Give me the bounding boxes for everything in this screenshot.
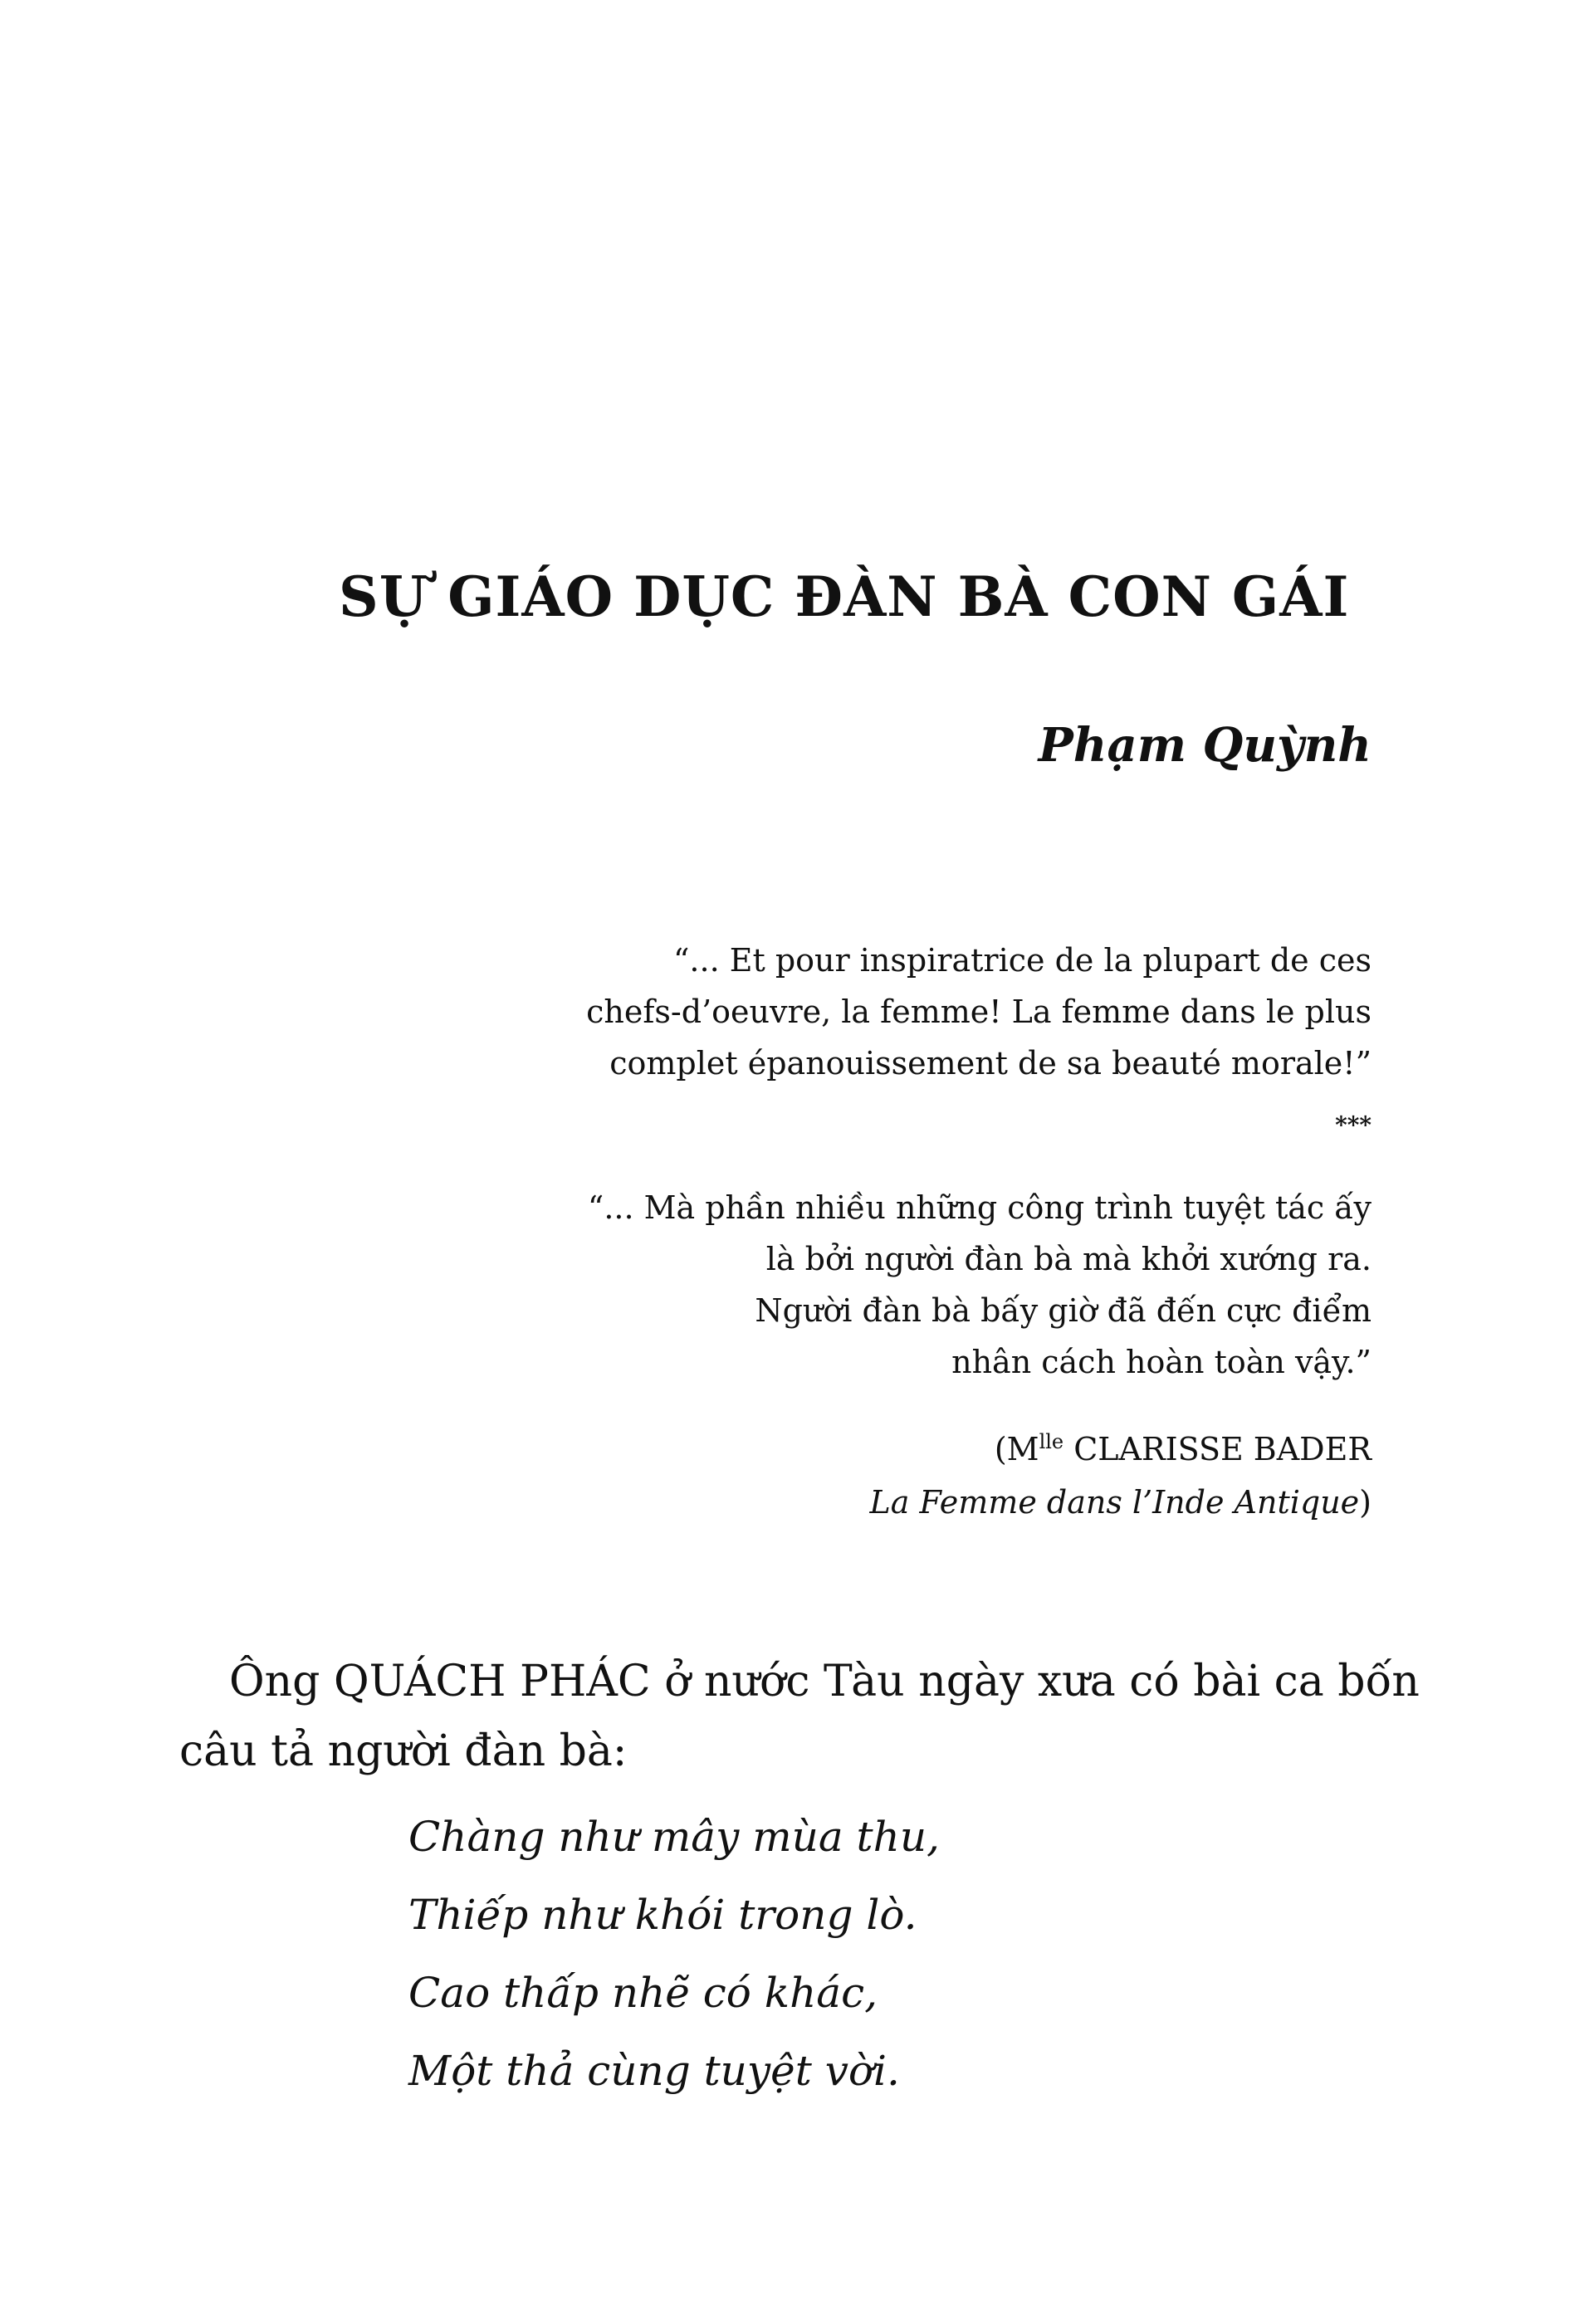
epigraph-vietnamese-line: là bởi người đàn bà mà khởi xướng ra. — [765, 1241, 1372, 1277]
chapter-title: SỰ GIÁO DỤC ĐÀN BÀ CON GÁI — [339, 564, 1350, 629]
body-paragraph — [179, 1647, 1420, 1786]
epigraph-french-line: chefs-d’oeuvre, la femme! La femme dans le plus — [586, 994, 1372, 1030]
citation-open-paren: ( — [994, 1431, 1007, 1467]
poem-verse: Thiếp như khói trong lò. — [408, 1891, 917, 1939]
epigraph-french-line: “... Et pour inspiratrice de la plupart de ces — [672, 942, 1372, 979]
citation-honorific: M — [1006, 1431, 1039, 1467]
citation-author-line — [870, 1423, 1372, 1476]
epigraph-vietnamese — [575, 1182, 1372, 1388]
body-line: câu tả người đàn bà: — [179, 1726, 628, 1776]
epigraph-vietnamese-line: nhân cách hoàn toàn vậy.” — [951, 1344, 1372, 1380]
citation-honorific-superscript: lle — [1039, 1430, 1064, 1453]
epigraph-french-line: complet épanouissement de sa beauté morale!” — [609, 1045, 1372, 1081]
epigraph-vietnamese-line: “... Mà phần nhiều những công trình tuyệt tác ấy — [587, 1189, 1372, 1226]
section-separator: *** — [1335, 1111, 1372, 1139]
epigraph-citation — [870, 1423, 1372, 1529]
citation-work-line — [870, 1476, 1372, 1529]
epigraph-vietnamese-line: Người đàn bà bấy giờ đã đến cực điểm — [755, 1292, 1372, 1329]
citation-author-name: CLARISSE BADER — [1063, 1431, 1372, 1467]
poem-verse: Cao thấp nhẽ có khác, — [408, 1969, 878, 2017]
body-line: Ông QUÁCH PHÁC ở nước Tàu ngày xưa có bài ca bốn — [229, 1657, 1420, 1706]
epigraph-french — [575, 935, 1372, 1089]
author-name: Phạm Quỳnh — [1038, 718, 1372, 773]
citation-work-title: La Femme dans l’Inde Antique — [869, 1484, 1360, 1521]
poem-verse: Chàng như mây mùa thu, — [408, 1813, 940, 1861]
poem-verse: Một thả cùng tuyệt vời. — [408, 2047, 900, 2095]
citation-close-paren: ) — [1359, 1484, 1372, 1521]
poem-block — [408, 1798, 940, 2110]
